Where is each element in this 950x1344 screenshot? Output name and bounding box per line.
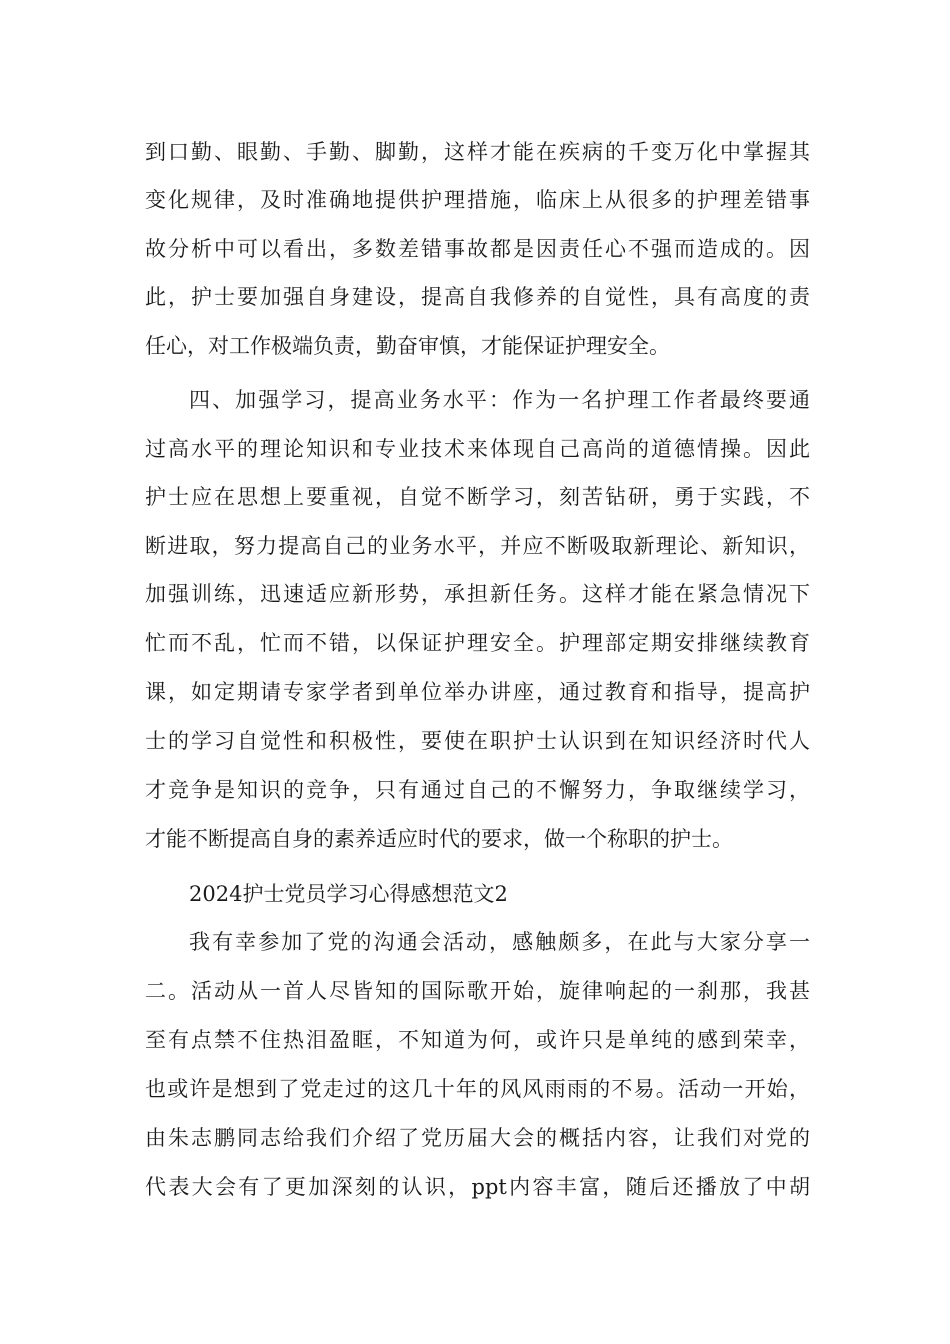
paragraph-2-line-5: 加强训练，迅速适应新形势，承担新任务。这样才能在紧急情况下 <box>145 582 810 606</box>
paragraph-2-line-7: 课，如定期请专家学者到单位举办讲座，通过教育和指导，提高护 <box>145 680 810 704</box>
paragraph-3-line-3: 至有点禁不住热泪盈眶，不知道为何，或许只是单纯的感到荣幸， <box>145 1028 810 1052</box>
paragraph-1-line-2: 变化规律，及时准确地提供护理措施，临床上从很多的护理差错事 <box>145 188 810 212</box>
paragraph-2-line-8: 士的学习自觉性和积极性，要使在职护士认识到在知识经济时代人 <box>145 729 810 753</box>
paragraph-2-line-6: 忙而不乱，忙而不错，以保证护理安全。护理部定期安排继续教育 <box>145 631 810 655</box>
paragraph-3-line-6: 代表大会有了更加深刻的认识，ppt内容丰富，随后还播放了中胡 <box>145 1175 810 1199</box>
paragraph-2-line-4: 断进取，努力提高自己的业务水平，并应不断吸取新理论、新知识， <box>145 534 810 558</box>
paragraph-3-line-1: 我有幸参加了党的沟通会活动，感触颇多，在此与大家分享一 <box>189 930 810 954</box>
paragraph-2-line-3: 护士应在思想上要重视，自觉不断学习，刻苦钻研，勇于实践，不 <box>145 485 810 509</box>
paragraph-1-line-5: 任心，对工作极端负责，勤奋审慎，才能保证护理安全。 <box>145 334 670 358</box>
paragraph-3-line-4: 也或许是想到了党走过的这几十年的风风雨雨的不易。活动一开始， <box>145 1077 810 1101</box>
paragraph-1-line-3: 故分析中可以看出，多数差错事故都是因责任心不强而造成的。因 <box>145 237 810 261</box>
paragraph-1-line-4: 此，护士要加强自身建设，提高自我修养的自觉性，具有高度的责 <box>145 285 810 309</box>
paragraph-2-line-2: 过高水平的理论知识和专业技术来体现自己高尚的道德情操。因此 <box>145 437 810 461</box>
paragraph-1-line-1: 到口勤、眼勤、手勤、脚勤，这样才能在疾病的千变万化中掌握其 <box>145 140 810 164</box>
section-heading: 2024护士党员学习心得感想范文2 <box>189 882 508 906</box>
paragraph-2-line-9: 才竞争是知识的竞争，只有通过自己的不懈努力，争取继续学习， <box>145 778 810 802</box>
paragraph-3-line-2: 二。活动从一首人尽皆知的国际歌开始，旋律响起的一刹那，我甚 <box>145 979 810 1003</box>
paragraph-3-line-5: 由朱志鹏同志给我们介绍了党历届大会的概括内容，让我们对党的 <box>145 1126 810 1150</box>
paragraph-2-line-1: 四、加强学习，提高业务水平：作为一名护理工作者最终要通 <box>189 388 810 412</box>
paragraph-2-line-10: 才能不断提高自身的素养适应时代的要求，做一个称职的护士。 <box>145 827 733 851</box>
